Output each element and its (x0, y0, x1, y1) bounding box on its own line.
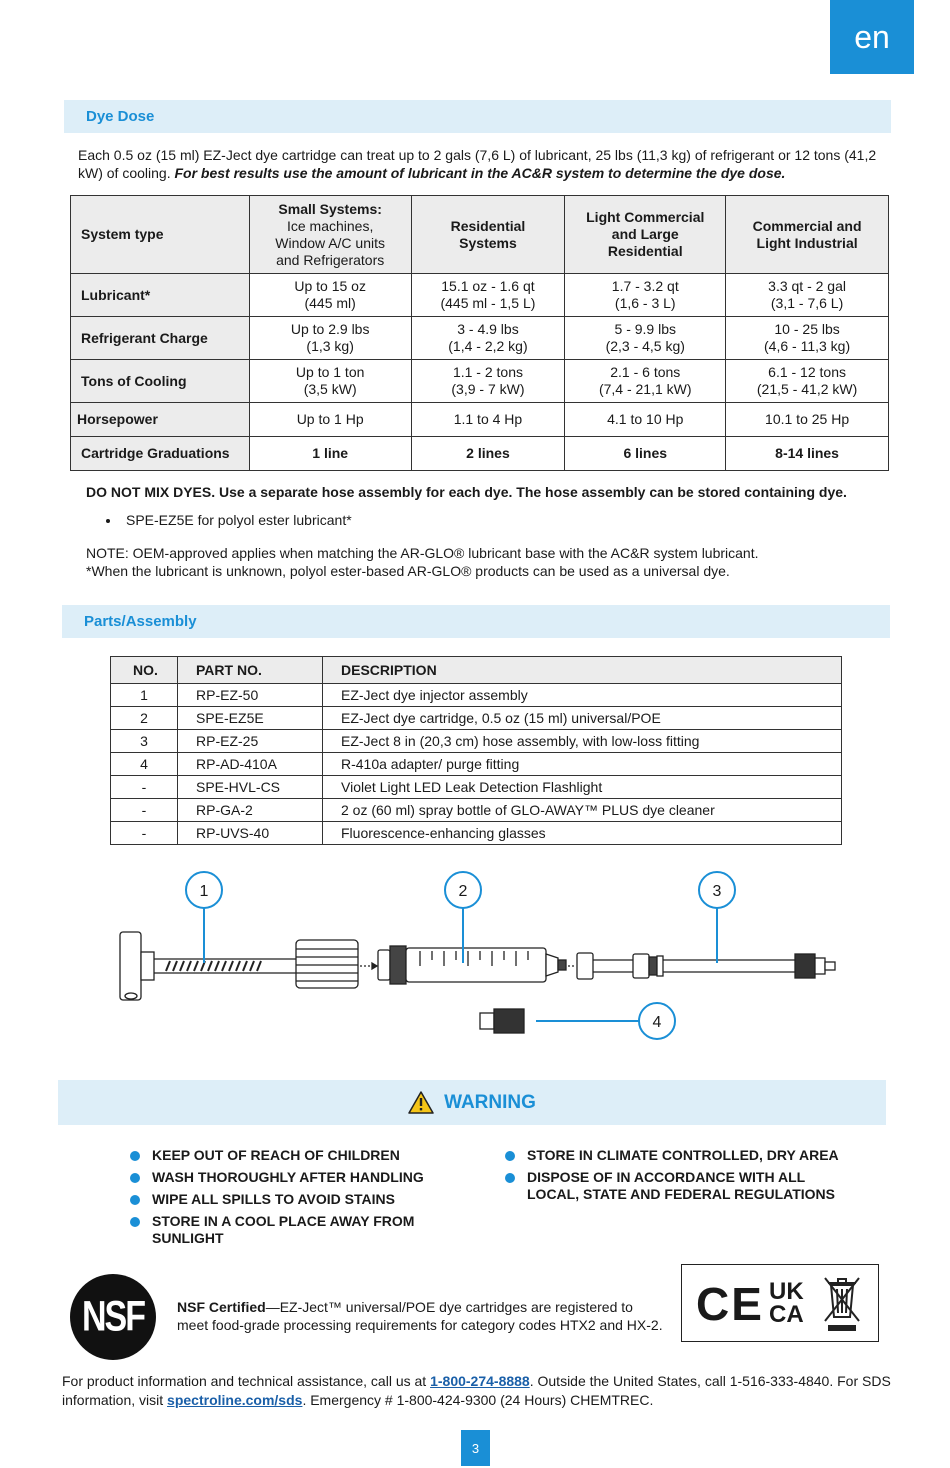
column-header: Residential Systems (411, 196, 565, 274)
warning-icon (408, 1091, 434, 1114)
note-line-1: NOTE: OEM-approved applies when matching the AR-GLO® lubricant base with the AC&R system lubricant. (86, 545, 759, 561)
bullet-dot (106, 519, 110, 523)
row-label: Tons of Cooling (71, 360, 250, 403)
table-cell: 1.1 - 2 tons (3,9 - 7 kW) (411, 360, 565, 403)
note-line-2: *When the lubricant is unknown, polyol ester-based AR-GLO® products can be used as a universal dye. (86, 563, 730, 579)
table-cell: Up to 1 Hp (249, 403, 411, 437)
table-cell: Up to 15 oz (445 ml) (249, 274, 411, 317)
dye-dose-table (70, 195, 889, 471)
table-cell: Up to 1 ton (3,5 kW) (249, 360, 411, 403)
table-cell: 3.3 qt - 2 gal (3,1 - 7,6 L) (726, 274, 889, 317)
table-cell: 3 - 4.9 lbs (1,4 - 2,2 kg) (411, 317, 565, 360)
bullet-item: SPE-EZ5E for polyol ester lubricant* (106, 511, 352, 529)
row-label: Horsepower (71, 403, 250, 437)
callout-4-label: 4 (652, 1014, 662, 1031)
table-cell: 5 - 9.9 lbs (2,3 - 4,5 kg) (565, 317, 726, 360)
column-header: Small Systems: Ice machines, Window A/C units and Refrigerators (249, 196, 411, 274)
callout-2-label: 2 (458, 883, 468, 900)
table-row: 4 RP-AD-410A R-410a adapter/ purge fitting (111, 753, 842, 776)
table-cell: 10.1 to 25 Hp (726, 403, 889, 437)
parts-heading (62, 605, 890, 638)
injector-handle (120, 932, 296, 1000)
dye-cartridge (378, 946, 566, 984)
table-cell: 15.1 oz - 1.6 qt (445 ml - 1,5 L) (411, 274, 565, 317)
language-tab: en (830, 0, 914, 74)
adapter-fitting (480, 1009, 524, 1033)
ce-mark: CE (696, 1278, 764, 1330)
list-item: DISPOSE OF IN ACCORDANCE WITH ALL LOCAL, STATE AND FEDERAL REGULATIONS (505, 1169, 852, 1203)
table-row: - SPE-HVL-CS Violet Light LED Leak Detection Flashlight (111, 776, 842, 799)
list-item: KEEP OUT OF REACH OF CHILDREN (130, 1147, 450, 1164)
threaded-rod (166, 961, 261, 971)
row-label: Lubricant* (71, 274, 250, 317)
hose-assembly (577, 953, 835, 979)
column-header: Commercial and Light Industrial (726, 196, 889, 274)
ukca-mark-top: UK (769, 1278, 804, 1305)
list-item: WIPE ALL SPILLS TO AVOID STAINS (130, 1191, 450, 1208)
list-item: WASH THOROUGHLY AFTER HANDLING (130, 1169, 450, 1186)
table-cell: 2.1 - 6 tons (7,4 - 21,1 kW) (565, 360, 726, 403)
callout-1-label: 1 (199, 883, 209, 900)
footer-contact: For product information and technical assistance, call us at 1-800-274-8888. Outside the United States, call 1-516-333-4840. For SDS information, visit spectroline.com/sds. Emergency # 1-800-424-9300 (24 Hours) CHEMTREC. (62, 1373, 891, 1408)
table-row (71, 403, 889, 437)
nsf-statement: NSF Certified—EZ-Ject™ universal/POE dye cartridges are registered to meet food-grade processing requirements for category codes HTX2 and HX-2. (177, 1299, 663, 1333)
warning-list-left (130, 1147, 450, 1252)
dye-dose-title: Dye Dose (86, 108, 155, 125)
table-row: 3 RP-EZ-25 EZ-Ject 8 in (20,3 cm) hose assembly, with low-loss fitting (111, 730, 842, 753)
warning-banner (58, 1080, 886, 1125)
parts-header-no: NO. (111, 657, 178, 684)
list-item: STORE IN A COOL PLACE AWAY FROM SUNLIGHT (130, 1213, 442, 1247)
list-item: STORE IN CLIMATE CONTROLLED, DRY AREA (505, 1147, 865, 1164)
corner-header: System type (71, 196, 250, 274)
parts-header-partno: PART NO. (178, 657, 323, 684)
parts-header-description: DESCRIPTION (323, 657, 842, 684)
table-row: 2 SPE-EZ5E EZ-Ject dye cartridge, 0.5 oz (15 ml) universal/POE (111, 707, 842, 730)
dye-dose-intro-text: Each 0.5 oz (15 ml) EZ-Ject dye cartridge can treat up to 2 gals (7,6 L) of lubricant, 25 lbs (11,3 kg) of refrigerant or 12 tons (41,2 kW) of cooling. (78, 147, 877, 181)
table-cell: 1 line (249, 437, 411, 471)
table-cell: Up to 2.9 lbs (1,3 kg) (249, 317, 411, 360)
dye-dose-heading (64, 100, 891, 133)
table-cell: 1.1 to 4 Hp (411, 403, 565, 437)
dye-dose-intro-emphasis: For best results use the amount of lubricant in the AC&R system to determine the dye dose. (174, 165, 786, 181)
column-header: Light Commercial and Large Residential (565, 196, 726, 274)
table-row (71, 317, 889, 360)
sds-link[interactable]: spectroline.com/sds (167, 1392, 303, 1408)
table-cell: 10 - 25 lbs (4,6 - 11,3 kg) (726, 317, 889, 360)
weee-bin-icon (822, 1275, 862, 1333)
row-label: Cartridge Graduations (71, 437, 250, 471)
table-cell: 1.7 - 3.2 qt (1,6 - 3 L) (565, 274, 726, 317)
warning-title: WARNING (444, 1091, 536, 1113)
callout-3-label: 3 (712, 883, 722, 900)
table-row: - RP-GA-2 2 oz (60 ml) spray bottle of GLO-AWAY™ PLUS dye cleaner (111, 799, 842, 822)
table-row (71, 274, 889, 317)
table-row: 1 RP-EZ-50 EZ-Ject dye injector assembly (111, 684, 842, 707)
phone-link[interactable]: 1-800-274-8888 (430, 1373, 530, 1389)
table-row: - RP-UVS-40 Fluorescence-enhancing glasses (111, 822, 842, 845)
table-row (71, 437, 889, 471)
certification-marks (681, 1264, 879, 1342)
assembly-diagram (0, 860, 950, 1050)
table-cell: 4.1 to 10 Hp (565, 403, 726, 437)
knurled-nut (296, 940, 358, 988)
warning-list-right (505, 1147, 865, 1208)
nsf-logo: NSF (70, 1274, 156, 1360)
page-number: 3 (461, 1430, 490, 1466)
row-label: Refrigerant Charge (71, 317, 250, 360)
table-row (71, 360, 889, 403)
parts-title: Parts/Assembly (84, 613, 197, 630)
ukca-mark-bottom: CA (769, 1301, 804, 1328)
table-cell: 6.1 - 12 tons (21,5 - 41,2 kW) (726, 360, 889, 403)
table-cell: 6 lines (565, 437, 726, 471)
dye-dose-intro (78, 146, 878, 182)
table-cell: 2 lines (411, 437, 565, 471)
do-not-mix-warning: DO NOT MIX DYES. Use a separate hose assembly for each dye. The hose assembly can be stored containing dye. (86, 484, 847, 500)
parts-table (110, 656, 842, 845)
table-cell: 8-14 lines (726, 437, 889, 471)
